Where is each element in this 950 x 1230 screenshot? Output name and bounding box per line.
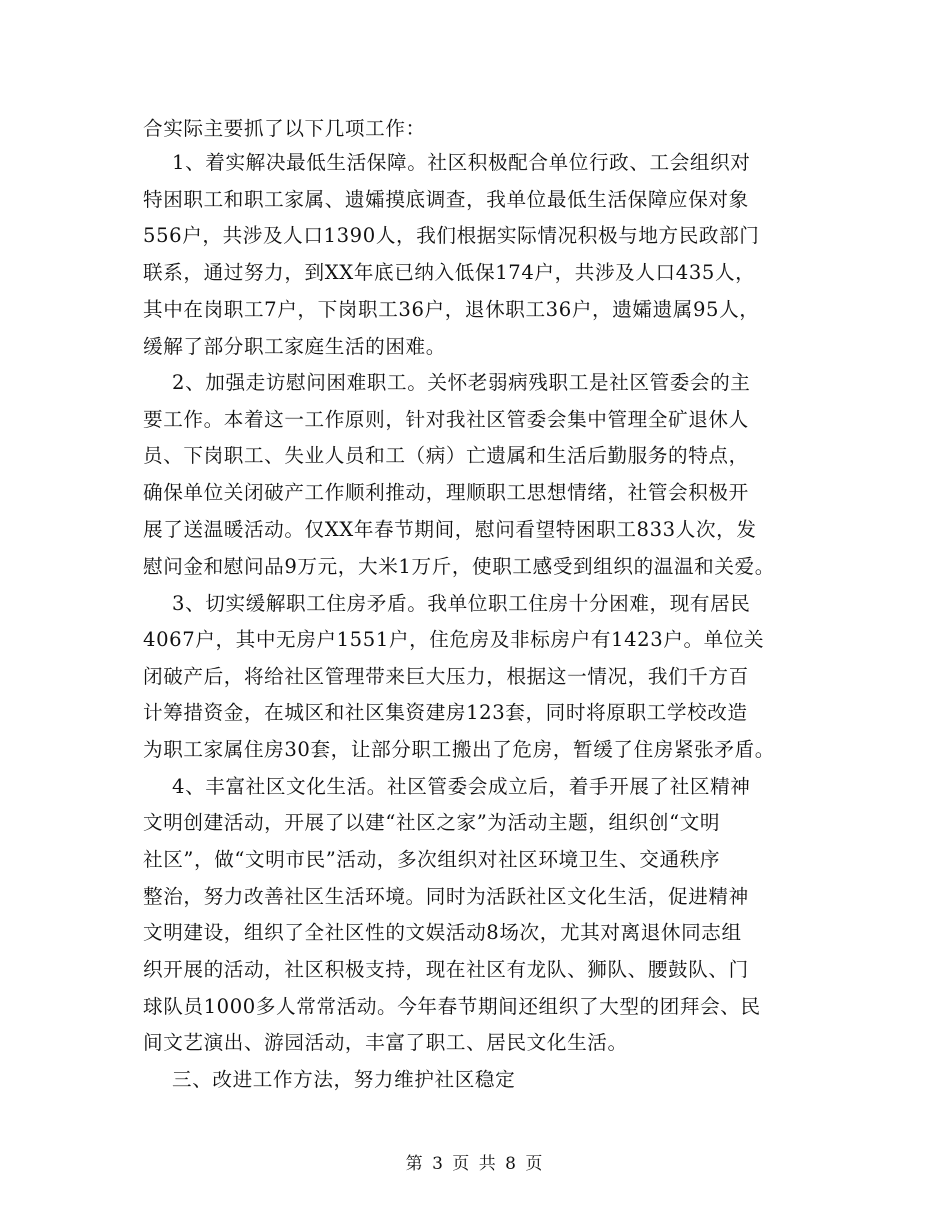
section-heading-3: 三、改进工作方法，努力维护社区稳定 (172, 1068, 516, 1091)
text-line: 合实际主要抓了以下几项工作： (143, 117, 426, 140)
text-line: 文明创建活动，开展了以建“社区之家”为活动主题，组织创“文明 (143, 811, 721, 834)
text-line: 缓解了部分职工家庭生活的困难。 (143, 335, 446, 358)
text-line: 为职工家属住房30套，让部分职工搬出了危房，暂缓了住房紧张矛盾。 (143, 738, 775, 761)
text-line: 展了送温暖活动。仅XX年春节期间，慰问看望特困职工833人次，发 (143, 518, 757, 541)
text-line: 556户，共涉及人口1390人，我们根据实际情况积极与地方民政部门 (143, 224, 760, 247)
text-line: 确保单位关闭破产工作顺利推动，理顺职工思想情绪，社管会积极开 (143, 481, 749, 504)
section-2-heading-line: 2、加强走访慰问困难职工。关怀老弱病残职工是社区管委会的主 (172, 371, 751, 394)
text-line: 整治，努力改善社区生活环境。同时为活跃社区文化生活，促进精神 (143, 885, 749, 908)
text-line: 球队员1000多人常常活动。今年春节期间还组织了大型的团拜会、民 (143, 995, 761, 1018)
section-3-heading-line: 3、切实缓解职工住房矛盾。我单位职工住房十分困难，现有居民 (172, 592, 751, 615)
text-line: 计筹措资金，在城区和社区集资建房123套，同时将原职工学校改造 (143, 701, 748, 724)
text-line: 联系，通过努力，到XX年底已纳入低保174户，共涉及人口435人， (143, 261, 756, 284)
text-line: 闭破产后，将给社区管理带来巨大压力，根据这一情况，我们千方百 (143, 665, 749, 688)
text-line: 4067户，其中无房户1551户，住危房及非标房户有1423户。单位关 (143, 628, 765, 651)
text-line: 文明建设，组织了全社区性的文娱活动8场次，尤其对离退休同志组 (143, 921, 742, 944)
text-line: 织开展的活动，社区积极支持，现在社区有龙队、狮队、腰鼓队、门 (143, 958, 749, 981)
text-line: 慰问金和慰问品9万元，大米1万斤，使职工感受到组织的温温和关爱。 (143, 555, 775, 578)
page-number-footer: 第 3 页 共 8 页 (405, 1154, 545, 1174)
text-line: 特困职工和职工家属、遗孀摸底调查，我单位最低生活保障应保对象 (143, 188, 749, 211)
section-4-heading-line: 4、丰富社区文化生活。社区管委会成立后，着手开展了社区精神 (172, 775, 751, 798)
text-line: 社区”，做“文明市民”活动，多次组织对社区环境卫生、交通秩序 (143, 848, 721, 871)
section-1-heading-line: 1、着实解决最低生活保障。社区积极配合单位行政、工会组织对 (172, 151, 751, 174)
text-line: 其中在岗职工7户，下岗职工36户，退休职工36户，遗孀遗属95人， (143, 298, 760, 321)
text-line: 要工作。本着这一工作原则，针对我社区管委会集中管理全矿退休人 (143, 408, 749, 431)
text-line: 员、下岗职工、失业人员和工（病）亡遗属和生活后勤服务的特点， (143, 444, 749, 467)
text-line: 间文艺演出、游园活动，丰富了职工、居民文化生活。 (143, 1031, 628, 1054)
